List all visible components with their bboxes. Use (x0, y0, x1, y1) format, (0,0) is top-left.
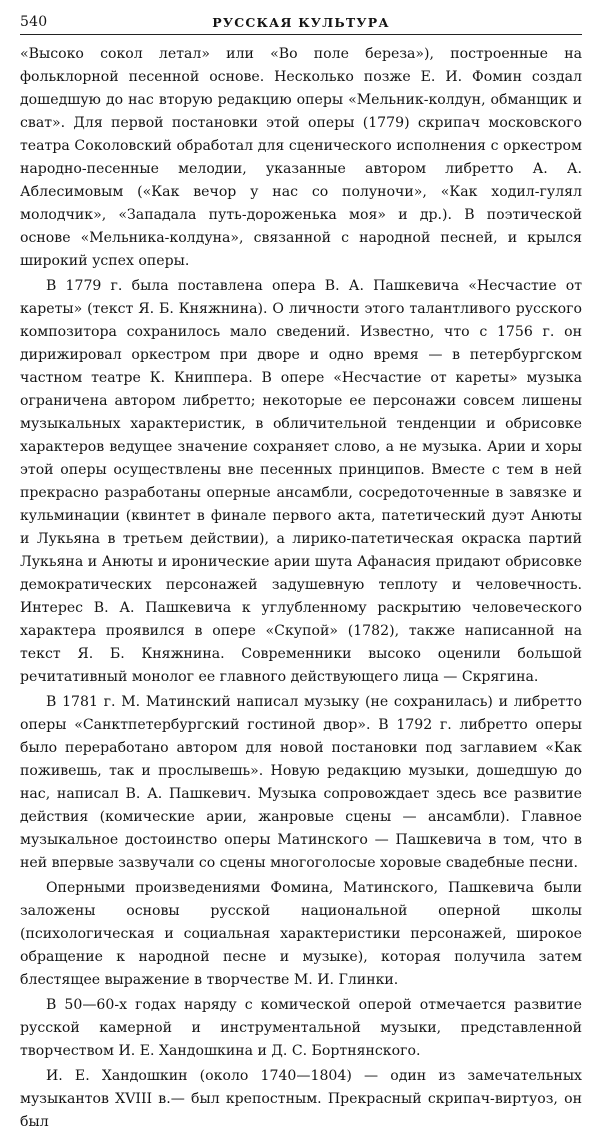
paragraph: В 50—60-х годах наряду с комической оперой отмечается развитие русской камерной и инструментальной музыки, представленной творчеством И. Е. Хандошкина и Д. С. Бортнянского. (20, 997, 582, 1059)
paragraph: «Высоко сокол летал» или «Во поле береза»), построенные на фольклорной песенной основе. Несколько позже Е. И. Фомин создал дошедшую до нас вторую редакцию оперы «Мельник-колдун, обманщик и сват». Для первой постановки этой оперы (1779) скрипач московского театра Соколовский обработал для сценического исполнения с оркестром народно-песенные мелодии, указанные автором либретто А. А. Аблесимовым («Как вечор у нас со полуночи», «Как ходил-гулял молодчик», «Западала путь-дороженька моя» и др.). В поэтической основе «Мельника-колдуна», связанной с народной песней, и крылся широкий успех оперы. (20, 46, 582, 269)
paragraph: В 1781 г. М. Матинский написал музыку (не сохранилась) и либретто оперы «Санктпетербургский гостиной двор». В 1792 г. либретто оперы было переработано автором для новой постановки под заглавием «Как поживешь, так и прослывешь». Новую редакцию музыки, дошедшую до нас, написал В. А. Пашкевич. Музыка сопровождает здесь все развитие действия (комические арии, жанровые сцены — ансамбли). Главное музыкальное достоинство оперы Матинского — Пашкевича в том, что в ней впервые зазвучали со сцены многоголосые хоровые свадебные песни. (20, 694, 582, 871)
running-head (20, 10, 582, 35)
paragraph: В 1779 г. была поставлена опера В. А. Пашкевича «Несчастие от кареты» (текст Я. Б. Княжнина). О личности этого талантливого русского композитора сохранилось мало сведений. Известно, что с 1756 г. он дирижировал оркестром при дворе и одно время — в петербургском частном театре К. Книппера. В опере «Несчастие от кареты» музыка ограничена автором либретто; некоторые ее персонажи совсем лишены музыкальных характеристик, в обличительной тенденции и обрисовке характеров ведущее значение сохраняет слово, а не музыка. Арии и хоры этой оперы осуществлены вне песенных принципов. Вместе с тем в ней прекрасно разработаны оперные ансамбли, сосредоточенные в завязке и кульминации (квинтет в финале первого акта, патетический дуэт Анюты и Лукьяна в третьем действии), а лирико-патетическая окраска партий Лукьяна и Анюты и иронические арии шута Афанасия придают обрисовке демократических персонажей задушевную теплоту и человечность. Интерес В. А. Пашкевича к углубленному раскрытию человеческого характера проявился в опере «Скупой» (1782), также написанной на текст Я. Б. Княжнина. Современники высоко оценили большой речитативный монолог ее главного действующего лица — Скрягина. (20, 278, 582, 685)
page-number: 540 (20, 14, 48, 30)
running-title: РУССКАЯ КУЛЬТУРА (212, 15, 390, 30)
book-page (20, 10, 582, 1136)
body-text (20, 43, 582, 1134)
paragraph: И. Е. Хандошкин (около 1740—1804) — один из замечательных музыкантов XVIII в.— был крепостным. Прекрасный скрипач-виртуоз, он был (20, 1068, 582, 1130)
paragraph: Оперными произведениями Фомина, Матинского, Пашкевича были заложены основы русской национальной оперной школы (психологическая и социальная характеристики персонажей, широкое обращение к народной песне и музыке), которая получила затем блестящее выражение в творчестве М. И. Глинки. (20, 880, 582, 988)
